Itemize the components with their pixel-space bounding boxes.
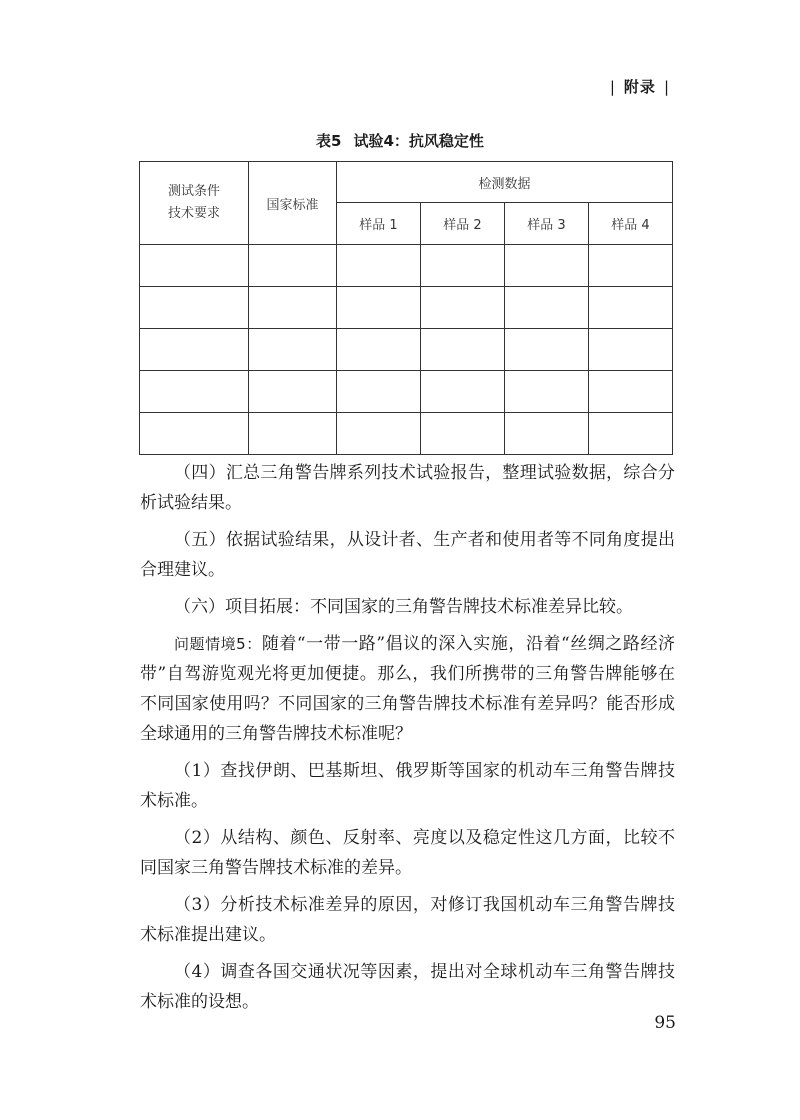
- table-header-row: [140, 162, 673, 203]
- table-cell: [140, 413, 249, 455]
- table-cell: [249, 329, 337, 371]
- table-cell: [421, 371, 505, 413]
- paragraph-scenario: [140, 629, 675, 749]
- table-cell: [505, 245, 589, 287]
- header-section: 附录: [623, 78, 656, 96]
- table-cell: [589, 287, 673, 329]
- table-cell: [421, 245, 505, 287]
- table-cell: [505, 371, 589, 413]
- table-cell: [249, 245, 337, 287]
- header-sample-4: 样品 4: [589, 203, 673, 245]
- paragraph-step-6: （六）项目拓展：不同国家的三角警告牌技术标准差异比较。: [174, 597, 633, 617]
- table-cell: [337, 413, 421, 455]
- table-cell: [140, 329, 249, 371]
- table-cell: [589, 245, 673, 287]
- table-cell: [421, 413, 505, 455]
- table-title: [0, 130, 800, 151]
- table-row: [140, 413, 673, 455]
- paragraph-sub-3: （3）分析技术标准差异的原因，对修订我国机动车三角警告牌技术标准提出建议。: [140, 895, 675, 945]
- body-text: [140, 458, 675, 1024]
- test-data-table: [139, 161, 673, 455]
- table-cell: [421, 287, 505, 329]
- table-cell: [337, 287, 421, 329]
- table-cell: [337, 371, 421, 413]
- table-cell: [337, 245, 421, 287]
- table-cell: [140, 371, 249, 413]
- table-cell: [337, 329, 421, 371]
- header-divider: |: [609, 78, 616, 96]
- table-row: [140, 329, 673, 371]
- header-sample-1: 样品 1: [337, 203, 421, 245]
- table-cell: [249, 371, 337, 413]
- page-number: 95: [654, 1013, 676, 1033]
- table-row: [140, 287, 673, 329]
- table-cell: [140, 287, 249, 329]
- table-cell: [589, 329, 673, 371]
- table-row: [140, 245, 673, 287]
- table-cell: [249, 413, 337, 455]
- paragraph-step-5: （五）依据试验结果，从设计者、生产者和使用者等不同角度提出合理建议。: [140, 530, 675, 580]
- header-national-standard: 国家标准: [249, 162, 337, 245]
- table-cell: [249, 287, 337, 329]
- header-sample-3: 样品 3: [505, 203, 589, 245]
- paragraph-sub-2: （2）从结构、颜色、反射率、亮度以及稳定性这几方面，比较不同国家三角警告牌技术标准的差异。: [140, 828, 675, 878]
- running-header: [602, 76, 678, 97]
- table-row: [140, 371, 673, 413]
- paragraph-step-4: （四）汇总三角警告牌系列技术试验报告，整理试验数据，综合分析试验结果。: [140, 463, 675, 513]
- header-sample-2: 样品 2: [421, 203, 505, 245]
- header-test-data: 检测数据: [337, 162, 673, 203]
- paragraph-sub-4: （4）调查各国交通状况等因素，提出对全球机动车三角警告牌技术标准的设想。: [140, 962, 675, 1012]
- header-test-condition: 测试条件 技术要求: [140, 162, 249, 245]
- header-divider: |: [663, 78, 670, 96]
- paragraph-sub-1: （1）查找伊朗、巴基斯坦、俄罗斯等国家的机动车三角警告牌技术标准。: [140, 761, 675, 811]
- scenario-label: 问题情境5：: [174, 635, 262, 653]
- table-cell: [589, 413, 673, 455]
- table-title-text: 试验4：抗风稳定性: [353, 132, 484, 150]
- table-cell: [505, 329, 589, 371]
- scenario-text: 随着“一带一路”倡议的深入实施，沿着“丝绸之路经济带”自驾游览观光将更加便捷。那么，我们所携带的三角警告牌能够在不同国家使用吗？不同国家的三角警告牌技术标准有差异吗？能否形成全球通用的三角警告牌技术标准呢？: [140, 634, 675, 744]
- table-cell: [140, 245, 249, 287]
- table-cell: [589, 371, 673, 413]
- table-cell: [421, 329, 505, 371]
- table-cell: [505, 413, 589, 455]
- table-cell: [505, 287, 589, 329]
- table-label: 表5: [316, 132, 342, 150]
